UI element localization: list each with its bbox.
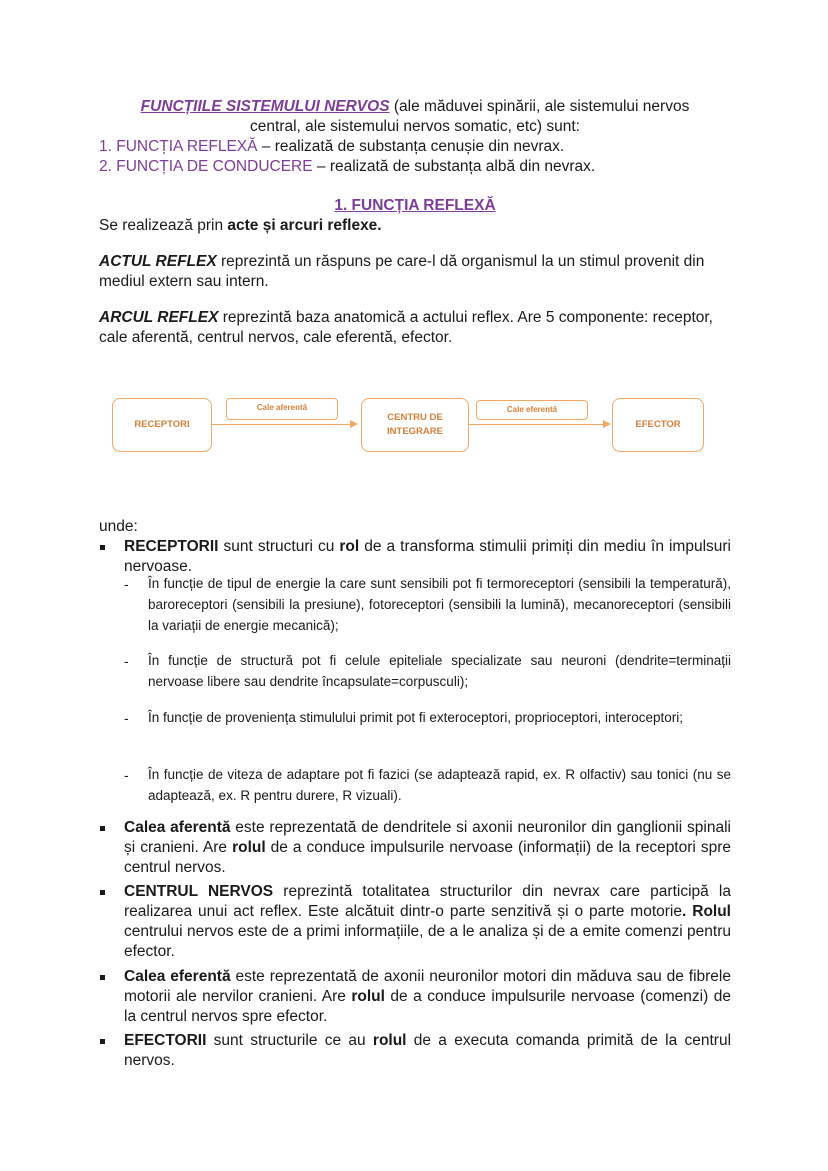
bullet-square xyxy=(100,826,105,831)
dash-marker: - xyxy=(124,653,129,669)
label-cale-eferenta: Cale eferentă xyxy=(476,400,588,420)
calea-eferenta-rol: rolul xyxy=(351,988,385,1005)
section-title-text: 1. FUNCȚIA REFLEXĂ xyxy=(334,197,496,214)
calea-aferenta-text-1: este reprezentată de dendritele si axonii neuronilor din ganglionii spinali și cranieni. Are xyxy=(124,819,731,856)
box-centru-line-1: CENTRU DE xyxy=(387,412,443,423)
arcul-reflex-paragraph xyxy=(99,308,731,348)
efectorii-rol: rolul xyxy=(372,1032,407,1049)
dash-marker: - xyxy=(124,576,129,592)
receptorii-text-2: de a transforma stimulii primiți din mediu în impulsuri nervoase. xyxy=(124,538,732,575)
calea-aferenta-rol: rolul xyxy=(232,839,266,856)
dash-marker: - xyxy=(124,710,129,726)
receptorii-sub-1: În funcție de tipul de energie la care sunt sensibili pot fi termoreceptori (sensibili la temperatură), baroreceptori (sensibili la presiune), fotoreceptori (sensibili la lumină), mecanoreceptori (sensibili la variații de energie mecanică); xyxy=(148,576,731,633)
centrul-nervos-text-1: reprezintă totalitatea structurilor din nevrax care participă la realizarea unui act reflex. Este alcătuit dintr-o parte senzitivă și o parte motorie xyxy=(124,883,731,920)
actul-reflex-paragraph xyxy=(99,252,731,292)
calea-eferenta-term: Calea eferentă xyxy=(124,968,231,985)
header-item-1 xyxy=(99,137,731,157)
centrul-nervos-dot: . xyxy=(682,903,687,920)
section-intro xyxy=(99,216,731,236)
section-intro-text: Se realizează prin xyxy=(99,217,228,234)
calea-aferenta-term: Calea aferentă xyxy=(124,819,231,836)
receptorii-sub-3: În funcție de proveniența stimulului primit pot fi exteroceptori, proprioceptori, interoceptori; xyxy=(148,710,684,725)
receptorii-sub-4: În funcție de viteza de adaptare pot fi fazici (se adaptează rapid, ex. R olfactiv) sau tonici (nu se adaptează, ex. R pentru durere, R vizuali). xyxy=(148,767,731,803)
header-title-rest: (ale măduvei spinării, ale sistemului nervos xyxy=(389,98,690,115)
header-item-2-rest: – realizată de substanța albă din nevrax. xyxy=(312,158,596,175)
arcul-reflex-term: ARCUL REFLEX xyxy=(99,309,219,326)
box-receptori: RECEPTORI xyxy=(112,398,212,452)
centrul-nervos-term: CENTRUL NERVOS xyxy=(124,883,274,900)
calea-eferenta-text-2: de a conduce impulsurile nervoase (comenzi) de la centrul nervos spre efector. xyxy=(124,988,731,1025)
unde-label: unde: xyxy=(99,518,138,535)
actul-reflex-term: ACTUL REFLEX xyxy=(99,253,217,270)
box-centru-line-2: INTEGRARE xyxy=(387,426,443,437)
header-item-1-label: 1. FUNCȚIA REFLEXĂ xyxy=(99,138,258,155)
arrow-aferent xyxy=(212,424,356,425)
receptorii-term: RECEPTORII xyxy=(124,538,219,555)
centrul-nervos-rol: Rolul xyxy=(692,903,731,920)
dash-marker: - xyxy=(124,767,129,783)
box-centru-integrare xyxy=(361,398,469,452)
label-cale-aferenta: Cale aferentă xyxy=(226,398,338,420)
header-line-2: central, ale sistemului nervos somatic, etc) sunt: xyxy=(250,118,580,135)
box-efector: EFECTOR xyxy=(612,398,704,452)
bullet-square xyxy=(100,975,105,980)
centrul-nervos-item xyxy=(124,882,731,962)
arcul-reflex-text: reprezintă baza anatomică a actului reflex. Are 5 componente: receptor, cale aferentă, centrul nervos, cale eferentă, efector. xyxy=(99,309,713,346)
actul-reflex-text: reprezintă un răspuns pe care-l dă organismul la un stimul provenit din mediul extern sau intern. xyxy=(99,253,705,290)
receptorii-item xyxy=(124,537,731,577)
bullet-square xyxy=(100,545,105,550)
header-line-1 xyxy=(99,97,731,117)
header-item-1-rest: – realizată de substanța cenușie din nevrax. xyxy=(257,138,565,155)
bullet-square xyxy=(100,1039,105,1044)
efectorii-text-2: de a executa comanda primită de la centrul nervos. xyxy=(124,1032,732,1069)
arrow-eferent xyxy=(469,424,609,425)
header-title: FUNCȚIILE SISTEMULUI NERVOS xyxy=(140,98,390,115)
section-title xyxy=(99,196,731,216)
calea-aferenta-item xyxy=(124,818,731,878)
efectorii-item xyxy=(124,1031,731,1071)
calea-eferenta-text-1: este reprezentată de axonii neuronilor motori din măduva sau de fibrele motorii ale nervilor cranieni. Are xyxy=(124,968,731,1005)
header-item-2 xyxy=(99,157,731,177)
centrul-nervos-text-2: centrului nervos este de a primi informațiile, de a le analiza și de a emite comenzi pentru efector. xyxy=(124,923,731,960)
efectorii-text-1: sunt structurile ce au xyxy=(206,1032,373,1049)
receptorii-sub-2: În funcție de structură pot fi celule epiteliale specializate sau neuroni (dendrite=terminații nervoase libere sau dendrite încapsulate=corpusculi); xyxy=(148,653,731,689)
bullet-square xyxy=(100,890,105,895)
receptorii-rol: rol xyxy=(339,538,360,555)
section-intro-bold: acte și arcuri reflexe. xyxy=(227,217,382,234)
header-item-2-label: 2. FUNCȚIA DE CONDUCERE xyxy=(99,158,313,175)
receptorii-text-1: sunt structuri cu xyxy=(218,538,340,555)
efectorii-term: EFECTORII xyxy=(124,1032,207,1049)
calea-eferenta-item xyxy=(124,967,731,1027)
calea-aferenta-text-2: de a conduce impulsurile nervoase (informații) de la receptori spre centrul nervos. xyxy=(124,839,731,876)
